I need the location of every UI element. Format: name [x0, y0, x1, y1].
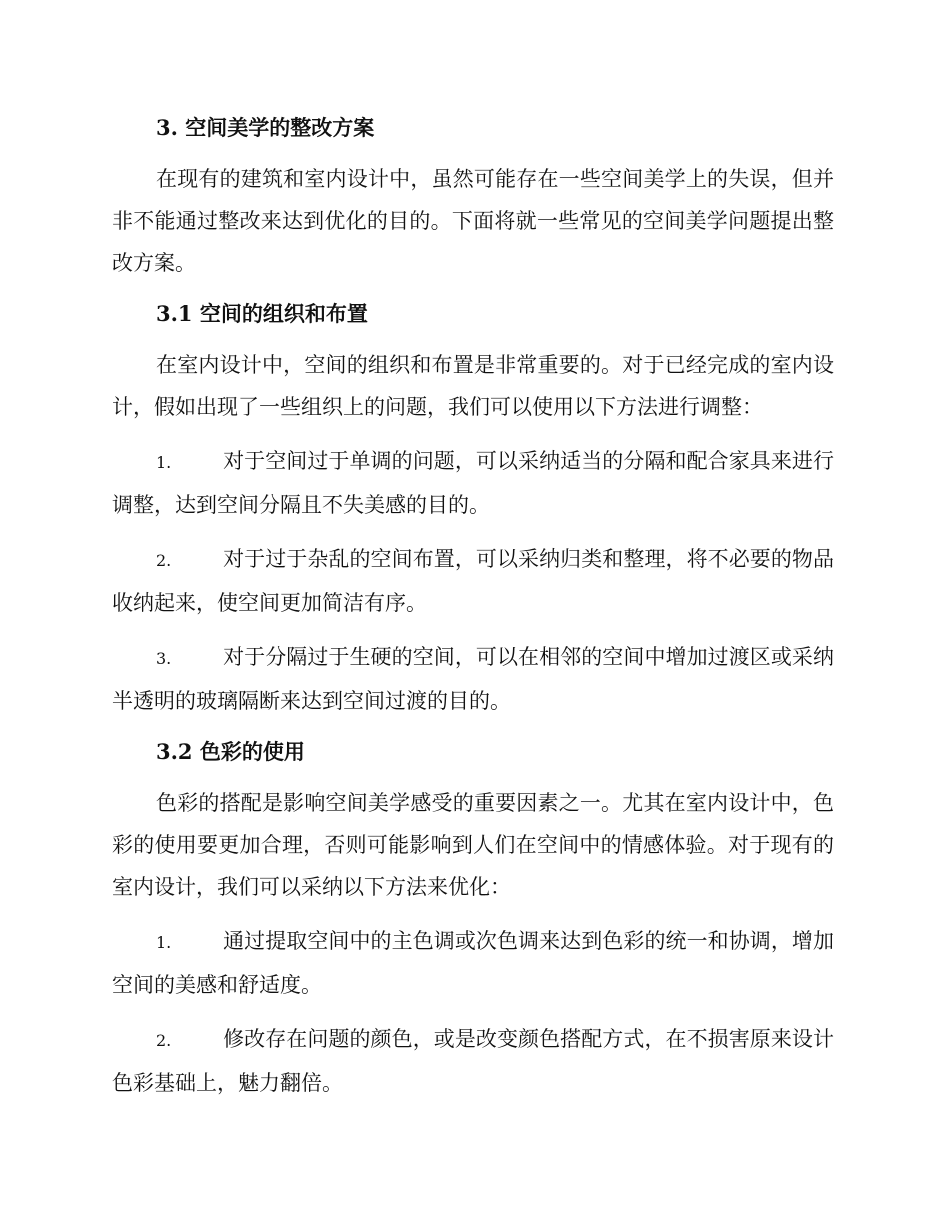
list-item — [112, 1018, 834, 1104]
list-item-text: 通过提取空间中的主色调或次色调来达到色彩的统一和协调，增加空间的美感和舒适度。 — [112, 929, 834, 997]
list-item-number: 1. — [156, 933, 172, 952]
section-3-intro: 在现有的建筑和室内设计中，虽然可能存在一些空间美学上的失误，但并非不能通过整改来达到优化的目的。下面将就一些常见的空间美学问题提出整改方案。 — [112, 167, 834, 275]
list-item-number: 2. — [156, 1031, 172, 1050]
list-item — [112, 636, 834, 722]
list-item-text: 修改存在问题的颜色，或是改变颜色搭配方式，在不损害原来设计色彩基础上，魅力翻倍。 — [112, 1027, 834, 1095]
section-3-1-intro: 在室内设计中，空间的组织和布置是非常重要的。对于已经完成的室内设计，假如出现了一些组织上的问题，我们可以使用以下方法进行调整： — [112, 353, 834, 419]
section-3-2-heading: 3.2 色彩的使用 — [156, 739, 305, 764]
list-item-number: 2. — [156, 551, 172, 570]
section-3-heading: 3. 空间美学的整改方案 — [156, 115, 375, 140]
list-item-text: 对于空间过于单调的问题，可以采纳适当的分隔和配合家具来进行调整，达到空间分隔且不失美感的目的。 — [112, 449, 834, 517]
document-body — [112, 110, 834, 1116]
list-item — [112, 920, 834, 1006]
list-item-text: 对于过于杂乱的空间布置，可以采纳归类和整理，将不必要的物品收纳起来，使空间更加简洁有序。 — [112, 547, 834, 615]
list-item-text: 对于分隔过于生硬的空间，可以在相邻的空间中增加过渡区或采纳半透明的玻璃隔断来达到空间过渡的目的。 — [112, 645, 834, 713]
section-3-1-heading: 3.1 空间的组织和布置 — [156, 301, 368, 326]
section-3-2-intro: 色彩的搭配是影响空间美学感受的重要因素之一。尤其在室内设计中，色彩的使用要更加合理，否则可能影响到人们在空间中的情感体验。对于现有的室内设计，我们可以采纳以下方法来优化： — [112, 791, 834, 899]
list-item-number: 3. — [156, 649, 172, 668]
list-item — [112, 538, 834, 624]
list-item-number: 1. — [156, 453, 172, 472]
list-item — [112, 440, 834, 526]
